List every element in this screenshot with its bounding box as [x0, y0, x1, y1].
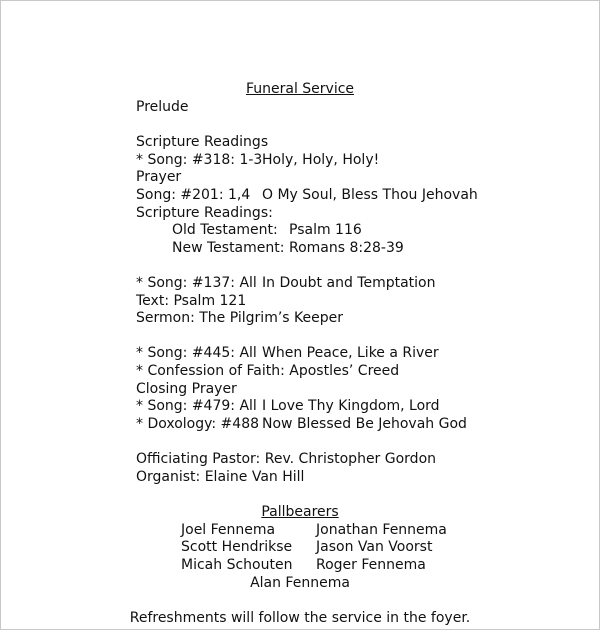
song-137-label: * Song: #137: All [136, 275, 257, 291]
pallbearer-name: Joel Fennema [181, 522, 276, 538]
pallbearer-name: Roger Fennema [316, 557, 426, 573]
song-137-title: In Doubt and Temptation [262, 275, 436, 291]
song-201-title: O My Soul, Bless Thou Jehovah [262, 187, 478, 203]
closing-prayer-item: Closing Prayer [136, 381, 237, 397]
song-201-label: Song: #201: 1,4 [136, 187, 251, 203]
scripture-readings-item: Scripture Readings [136, 134, 269, 150]
song-318-label: * Song: #318: 1-3 [136, 152, 263, 168]
pallbearers-heading: Pallbearers [261, 504, 339, 520]
organist: Organist: Elaine Van Hill [136, 469, 305, 485]
confession-item: * Confession of Faith: Apostles’ Creed [136, 363, 400, 379]
page-title: Funeral Service [245, 81, 355, 97]
doxology-label: * Doxology: #488 [136, 416, 260, 432]
pallbearer-name: Alan Fennema [250, 575, 350, 591]
song-445-title: When Peace, Like a River [262, 345, 439, 361]
pallbearer-name: Jason Van Voorst [316, 539, 433, 555]
song-445-label: * Song: #445: All [136, 345, 257, 361]
song-318-title: Holy, Holy, Holy! [262, 152, 380, 168]
scripture-readings-heading: Scripture Readings: [136, 205, 273, 221]
pallbearer-name: Jonathan Fennema [316, 522, 447, 538]
officiating-pastor: Officiating Pastor: Rev. Christopher Gordon [136, 451, 437, 467]
old-testament-reading: Psalm 116 [289, 222, 362, 238]
song-479-title: I Love Thy Kingdom, Lord [262, 398, 440, 414]
old-testament-label: Old Testament: [172, 222, 278, 238]
prayer-item: Prayer [136, 169, 182, 185]
pallbearer-name: Scott Hendrikse [181, 539, 293, 555]
new-testament-reading: Romans 8:28-39 [289, 240, 404, 256]
refreshments-note: Refreshments will follow the service in the foyer. [129, 610, 471, 626]
new-testament-label: New Testament: [172, 240, 285, 256]
prelude-item: Prelude [136, 99, 189, 115]
song-479-label: * Song: #479: All [136, 398, 257, 414]
doxology-title: Now Blessed Be Jehovah God [262, 416, 467, 432]
text-item: Text: Psalm 121 [136, 293, 247, 309]
pallbearer-name: Micah Schouten [181, 557, 293, 573]
sermon-item: Sermon: The Pilgrim’s Keeper [136, 310, 343, 326]
